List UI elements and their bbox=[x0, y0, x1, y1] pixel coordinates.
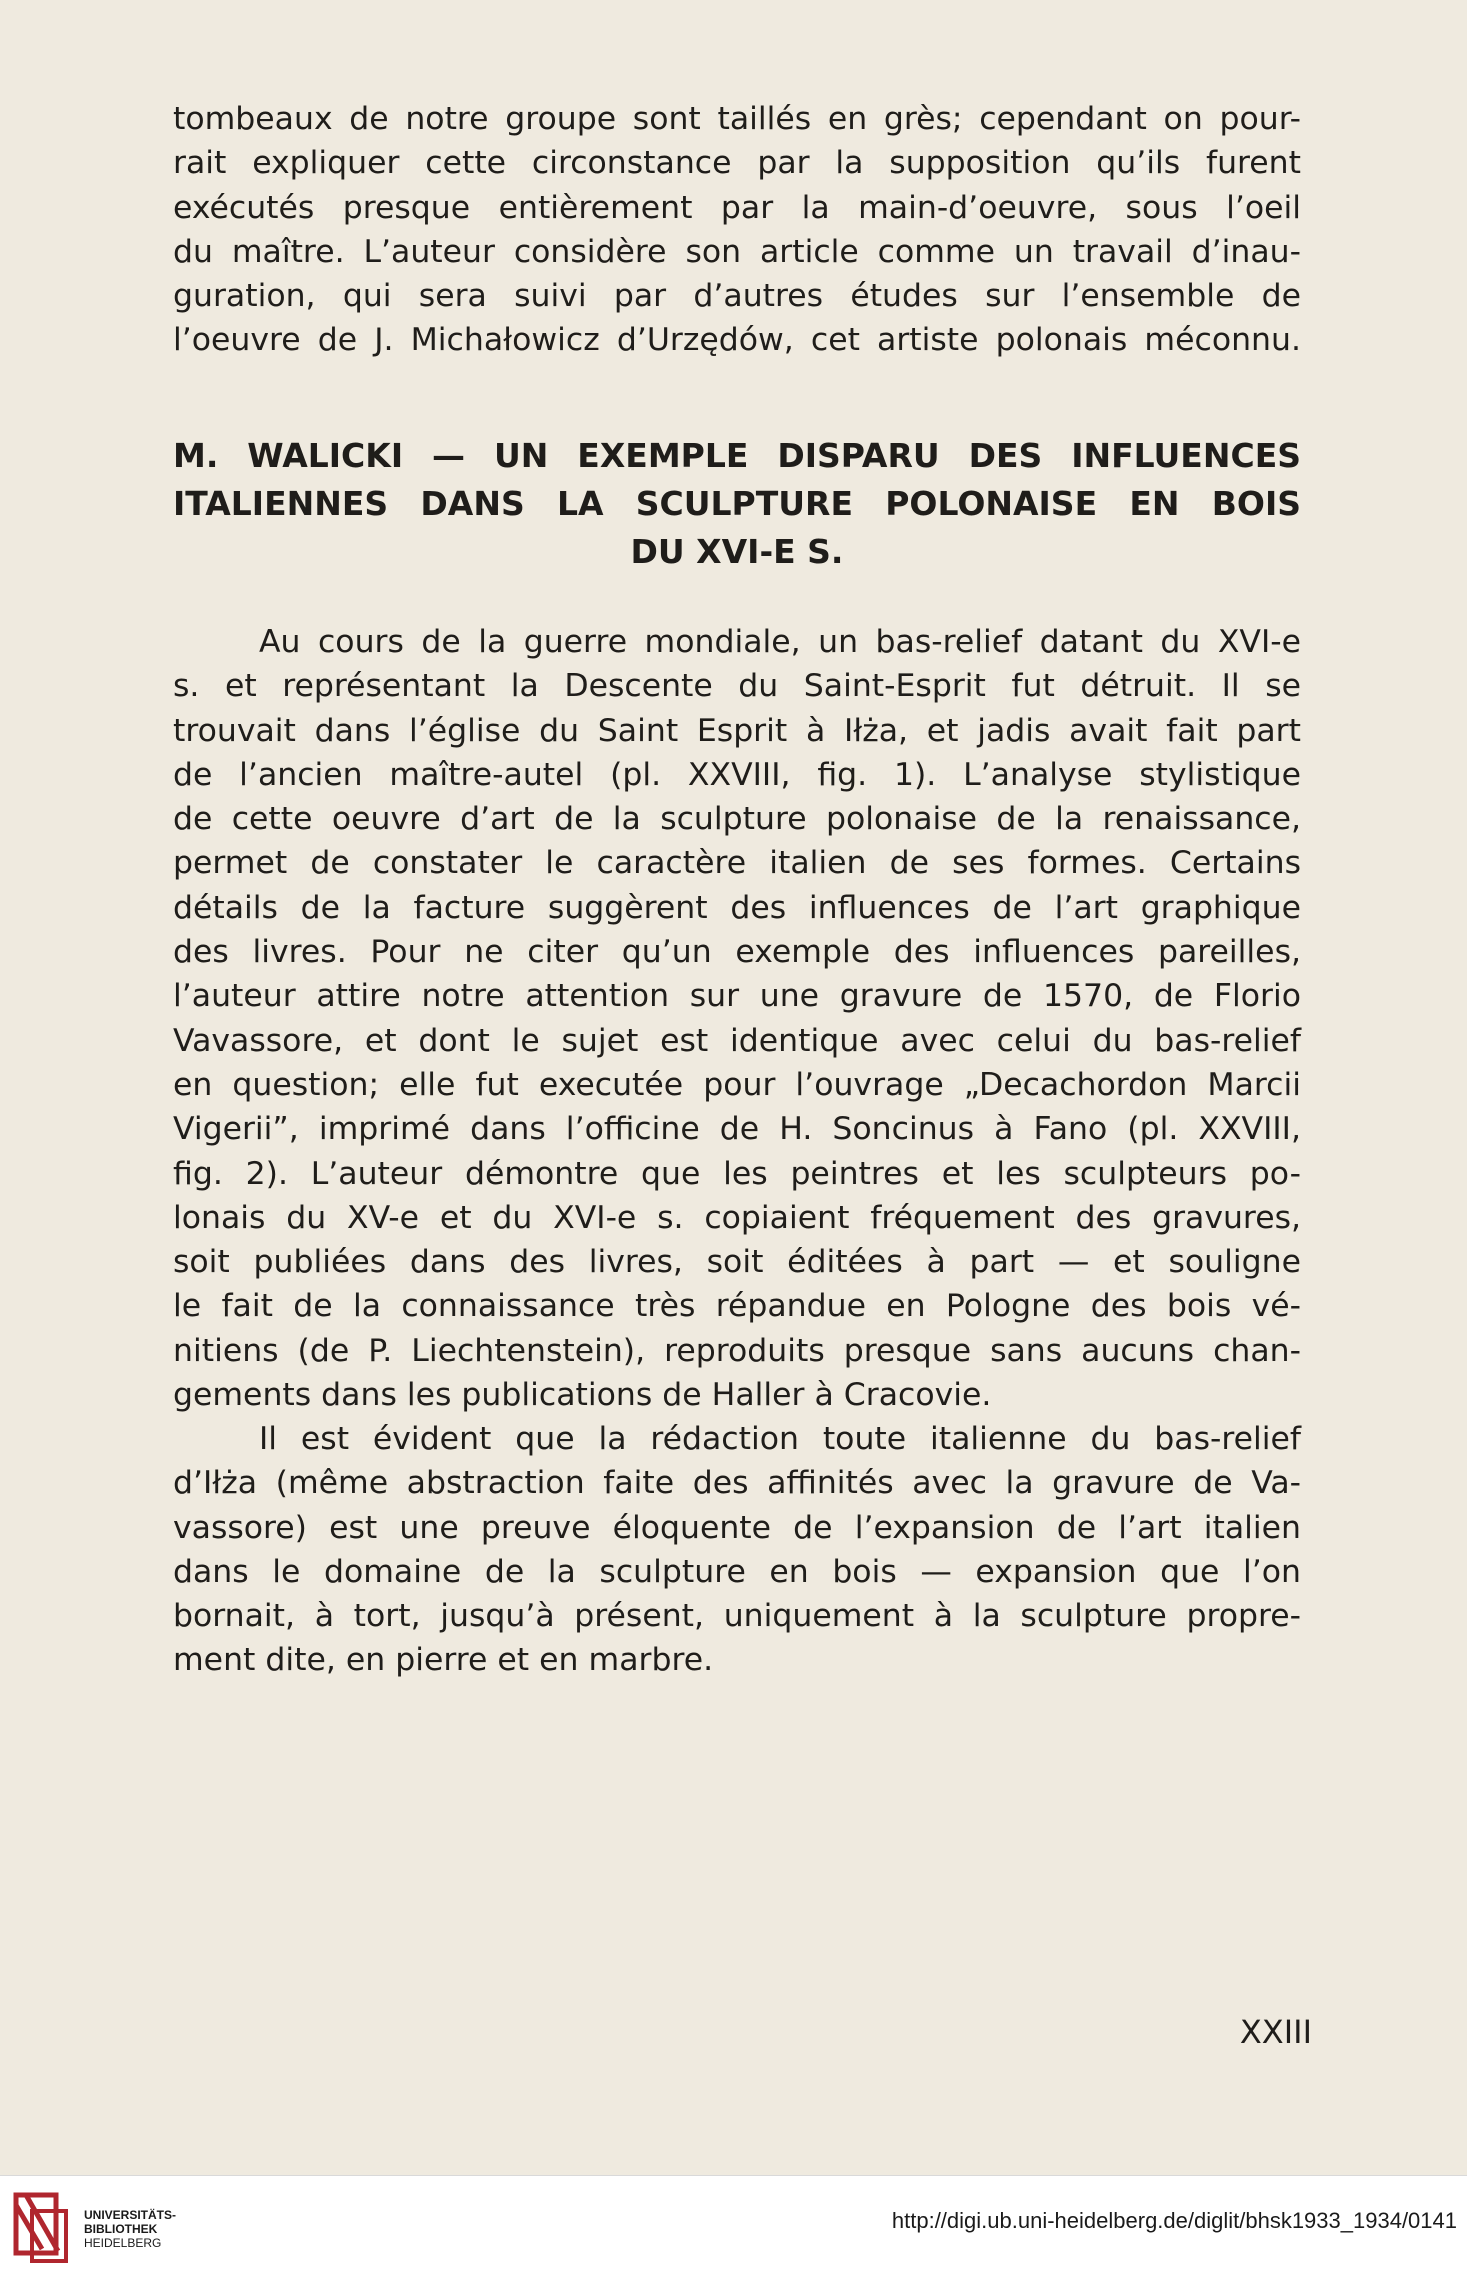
text-line: gements dans les publications de Haller à Cracovie. bbox=[173, 1377, 992, 1414]
text-line: bornait, à tort, jusqu’à présent, uniquement à la sculpture propre- bbox=[173, 1598, 1301, 1635]
text-line: dans le domaine de la sculpture en bois — expansion que l’on bbox=[173, 1553, 1301, 1590]
text-line: Vigerii”, imprimé dans l’officine de H. Soncinus à Fano (pl. XXVIII, bbox=[173, 1111, 1301, 1148]
text-line: tombeaux de notre groupe sont taillés en grès; cependant on pour- bbox=[173, 101, 1301, 137]
text-line: rait expliquer cette circonstance par la supposition qu’ils furent bbox=[173, 145, 1301, 182]
text-line: Vavassore, et dont le sujet est identique avec celui du bas-relief bbox=[173, 1022, 1301, 1059]
text-line: des livres. Pour ne citer qu’un exemple des influences pareilles, bbox=[173, 934, 1301, 971]
library-logo-icon[interactable] bbox=[12, 2191, 74, 2265]
text-line: Il est évident que la rédaction toute italienne du bas-relief bbox=[259, 1421, 1301, 1457]
footer-bar bbox=[0, 2175, 1467, 2281]
text-line: du maître. L’auteur considère son article comme un travail d’inau- bbox=[173, 233, 1301, 270]
body-paragraph-2 bbox=[173, 1417, 1301, 1683]
text-line: l’oeuvre de J. Michałowicz d’Urzędów, cet artiste polonais méconnu. bbox=[173, 322, 1301, 359]
text-line: vassore) est une preuve éloquente de l’expansion de l’art italien bbox=[173, 1509, 1301, 1546]
text-line: s. et représentant la Descente du Saint-Esprit fut détruit. Il se bbox=[173, 668, 1301, 705]
text-line: fig. 2). L’auteur démontre que les peintres et les sculpteurs po- bbox=[173, 1155, 1301, 1192]
heading-line: DU XVI-E S. bbox=[630, 532, 844, 571]
text-line: d’Iłża (même abstraction faite des affinités avec la gravure de Va- bbox=[173, 1465, 1301, 1502]
text-line: exécutés presque entièrement par la main-d’oeuvre, sous l’oeil bbox=[173, 189, 1301, 226]
text-line: guration, qui sera suivi par d’autres études sur l’ensemble de bbox=[173, 278, 1301, 315]
text-line: ment dite, en pierre et en marbre. bbox=[173, 1642, 714, 1679]
page-number: XXIII bbox=[1239, 2013, 1312, 2051]
text-line: lonais du XV-e et du XVI-e s. copiaient fréquement des gravures, bbox=[173, 1199, 1301, 1236]
text-line: en question; elle fut executée pour l’ouvrage „Decachordon Marcii bbox=[173, 1066, 1301, 1103]
heading-line: M. WALICKI — UN EXEMPLE DISPARU DES INFLUENCES bbox=[173, 436, 1301, 475]
text-line: nitiens (de P. Liechtenstein), reproduits presque sans aucuns chan- bbox=[173, 1332, 1301, 1369]
text-line: Au cours de la guerre mondiale, un bas-relief datant du XVI-e bbox=[259, 624, 1301, 660]
library-name-line: BIBLIOTHEK bbox=[84, 2222, 158, 2236]
text-line: trouvait dans l’église du Saint Esprit à Iłża, et jadis avait fait part bbox=[173, 712, 1301, 749]
text-line: soit publiées dans des livres, soit éditées à part — et souligne bbox=[173, 1244, 1301, 1281]
article-heading bbox=[173, 432, 1301, 576]
heading-line: ITALIENNES DANS LA SCULPTURE POLONAISE EN BOIS bbox=[173, 484, 1301, 523]
text-line: de cette oeuvre d’art de la sculpture polonaise de la renaissance, bbox=[173, 801, 1301, 838]
library-name-line: HEIDELBERG bbox=[84, 2236, 162, 2250]
source-url-link[interactable]: http://digi.ub.uni-heidelberg.de/diglit/bhsk1933_1934/0141 bbox=[891, 2208, 1457, 2233]
text-line: de l’ancien maître-autel (pl. XXVIII, fig. 1). L’analyse stylistique bbox=[173, 756, 1301, 793]
library-name bbox=[84, 2208, 176, 2250]
text-line: permet de constater le caractère italien de ses formes. Certains bbox=[173, 845, 1301, 882]
library-name-line: UNIVERSITÄTS- bbox=[84, 2208, 177, 2222]
continuation-paragraph bbox=[173, 97, 1301, 363]
text-line: l’auteur attire notre attention sur une gravure de 1570, de Florio bbox=[173, 978, 1301, 1015]
text-line: détails de la facture suggèrent des influences de l’art graphique bbox=[173, 889, 1301, 926]
text-line: le fait de la connaissance très répandue en Pologne des bois vé- bbox=[173, 1288, 1301, 1325]
body-paragraph-1 bbox=[173, 620, 1301, 1417]
